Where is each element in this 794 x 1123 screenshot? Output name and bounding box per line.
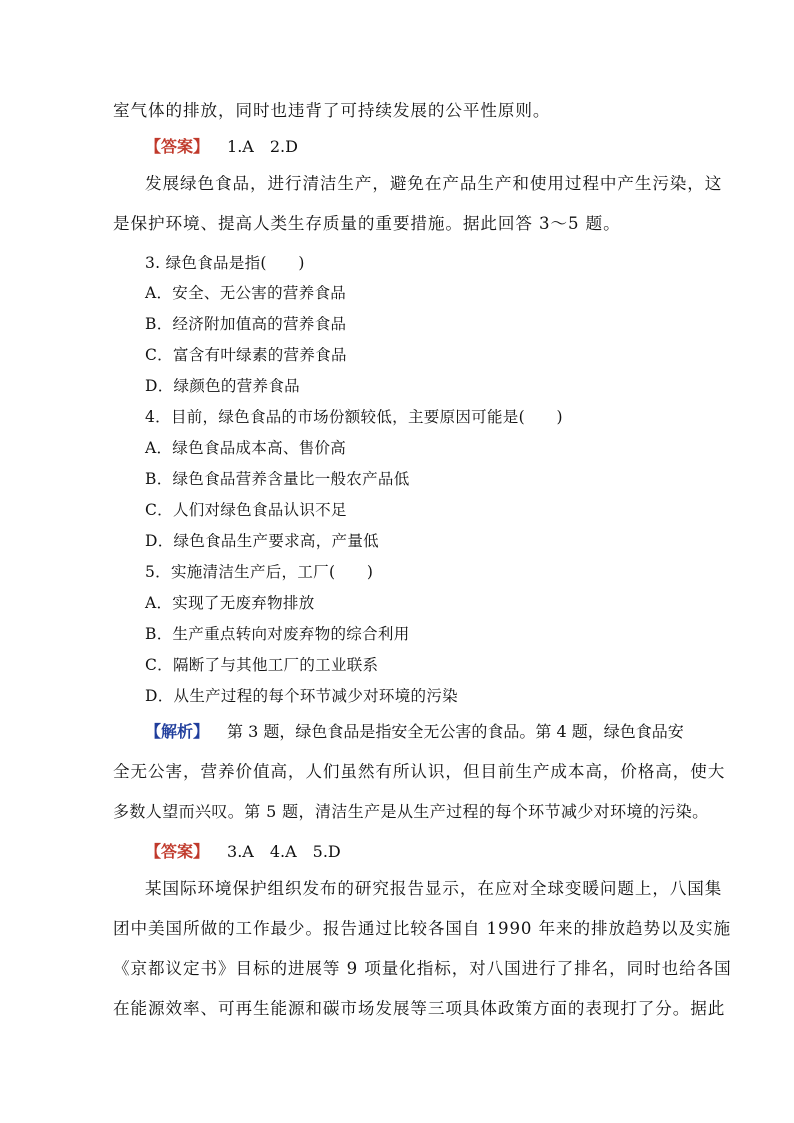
answer-tag: 【答案】 bbox=[145, 842, 210, 861]
paragraph-line: 团中美国所做的工作最少。报告通过比较各国自 1990 年来的排放趋势以及实施 bbox=[113, 919, 731, 938]
question-5: 5．实施清洁生产后，工厂( ) bbox=[145, 563, 374, 581]
paragraph-line: 全无公害，营养价值高，人们虽然有所认识，但目前生产成本高，价格高，使大 bbox=[113, 762, 726, 781]
option-b: B．经济附加值高的营养食品 bbox=[145, 315, 347, 333]
option-d: D．绿色食品生产要求高，产量低 bbox=[145, 532, 379, 550]
answer-text: 3.A 4.A 5.D bbox=[227, 842, 341, 861]
analysis-text: 第 3 题，绿色食品是指安全无公害的食品。第 4 题，绿色食品安 bbox=[227, 722, 684, 741]
option-d: D．绿颜色的营养食品 bbox=[145, 377, 300, 395]
analysis-line-1 bbox=[145, 722, 716, 742]
answer-line-2 bbox=[145, 842, 716, 862]
analysis-tag: 【解析】 bbox=[145, 722, 210, 741]
paragraph-line: 是保护环境、提高人类生存质量的重要措施。据此回答 3～5 题。 bbox=[113, 214, 621, 233]
option-a: A．绿色食品成本高、售价高 bbox=[145, 439, 347, 457]
paragraph-line: 《京都议定书》目标的进展等 9 项量化指标，对八国进行了排名，同时也给各国 bbox=[113, 959, 732, 978]
option-c: C．隔断了与其他工厂的工业联系 bbox=[145, 656, 379, 674]
paragraph-line: 多数人望而兴叹。第 5 题，清洁生产是从生产过程的每个环节减少对环境的污染。 bbox=[113, 802, 709, 821]
question-4: 4．目前，绿色食品的市场份额较低，主要原因可能是( ) bbox=[145, 408, 563, 426]
option-c: C．富含有叶绿素的营养食品 bbox=[145, 346, 347, 364]
answer-text: 1.A 2.D bbox=[227, 137, 298, 156]
option-b: B．绿色食品营养含量比一般农产品低 bbox=[145, 470, 410, 488]
answer-tag: 【答案】 bbox=[145, 137, 210, 156]
option-d: D．从生产过程的每个环节减少对环境的污染 bbox=[145, 687, 458, 705]
answer-line-1 bbox=[145, 137, 716, 157]
paragraph-line: 在能源效率、可再生能源和碳市场发展等三项具体政策方面的表现打了分。据此 bbox=[113, 999, 726, 1018]
paragraph-line: 某国际环境保护组织发布的研究报告显示，在应对全球变暖问题上，八国集 bbox=[145, 879, 723, 898]
paragraph-line: 室气体的排放，同时也违背了可持续发展的公平性原则。 bbox=[113, 101, 551, 120]
option-c: C．人们对绿色食品认识不足 bbox=[145, 501, 347, 519]
paragraph-line: 发展绿色食品，进行清洁生产，避免在产品生产和使用过程中产生污染，这 bbox=[145, 174, 723, 193]
option-b: B．生产重点转向对废弃物的综合利用 bbox=[145, 625, 410, 643]
option-a: A．安全、无公害的营养食品 bbox=[145, 284, 347, 302]
option-a: A．实现了无废弃物排放 bbox=[145, 594, 315, 612]
question-3: 3. 绿色食品是指( ) bbox=[145, 254, 305, 272]
